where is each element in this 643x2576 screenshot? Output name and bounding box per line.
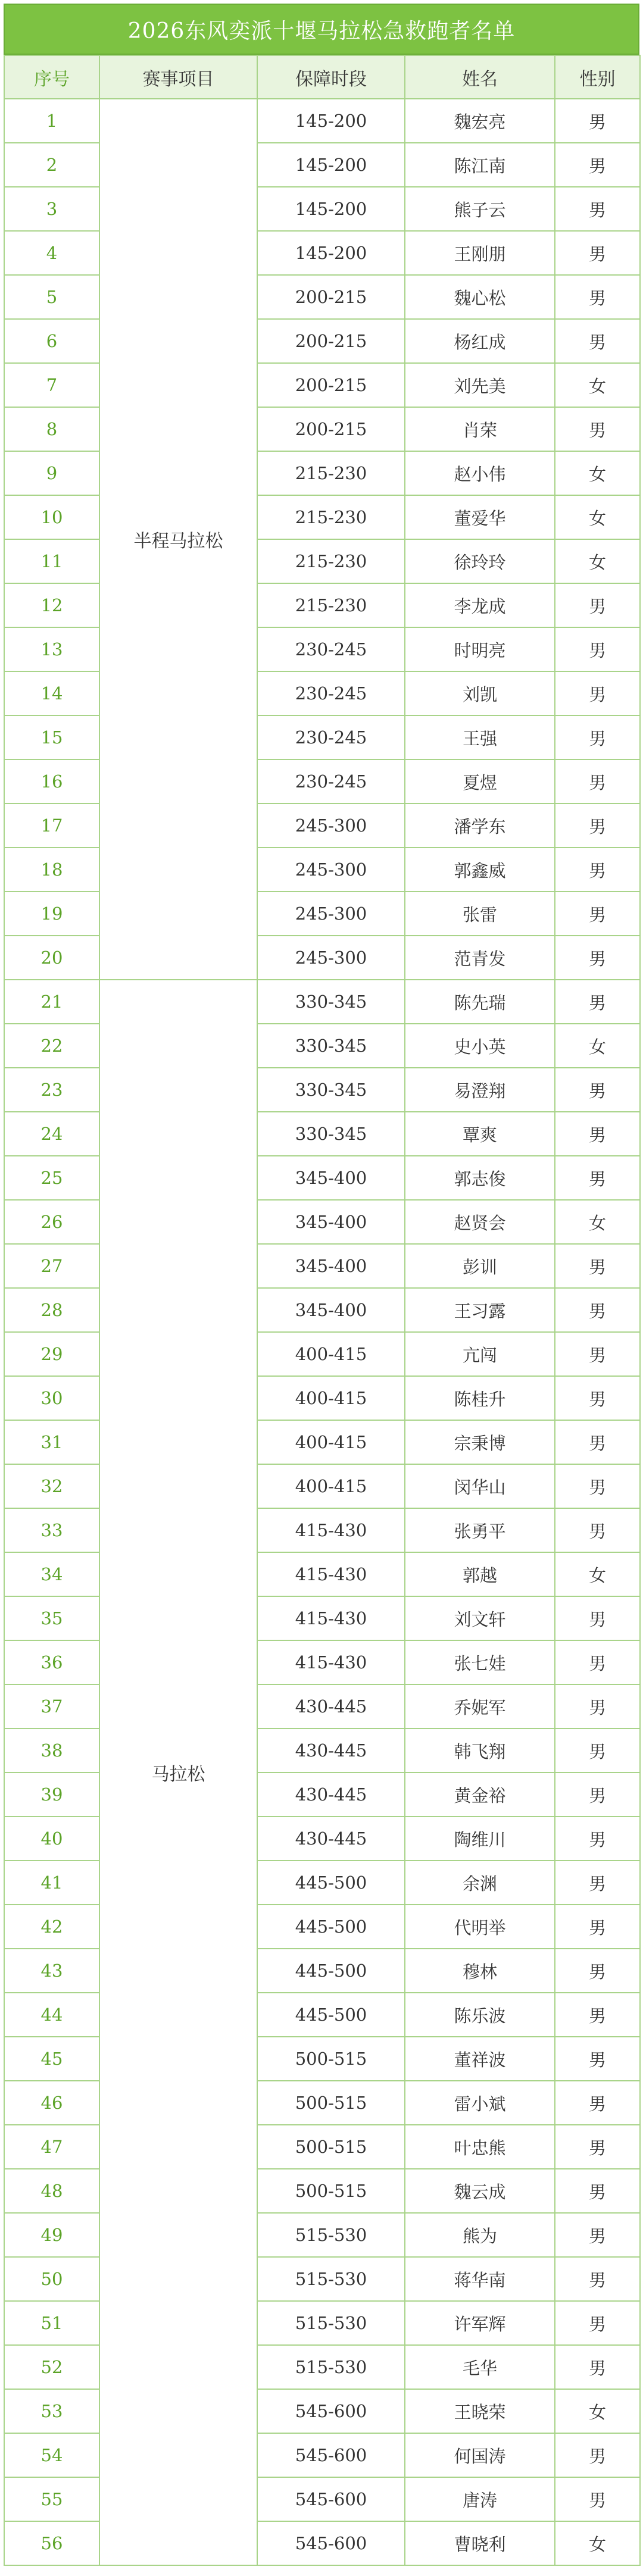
row-time-cell: 445-500 — [257, 1949, 405, 1993]
row-name-cell: 范青发 — [405, 936, 555, 980]
row-seq-cell: 16 — [4, 759, 99, 804]
row-time-cell: 330-345 — [257, 1068, 405, 1112]
row-name-cell: 何国涛 — [405, 2433, 555, 2477]
row-time-cell: 230-245 — [257, 759, 405, 804]
row-time-cell: 500-515 — [257, 2037, 405, 2081]
row-gender-cell: 女 — [555, 2389, 640, 2433]
row-seq-cell: 14 — [4, 671, 99, 715]
row-name-cell: 乔妮军 — [405, 1684, 555, 1728]
row-name-cell: 徐玲玲 — [405, 539, 555, 583]
row-seq-cell: 49 — [4, 2213, 99, 2257]
row-time-cell: 445-500 — [257, 1905, 405, 1949]
row-time-cell: 445-500 — [257, 1861, 405, 1905]
row-gender-cell: 男 — [555, 1993, 640, 2037]
row-gender-cell: 女 — [555, 2521, 640, 2565]
row-time-cell: 400-415 — [257, 1464, 405, 1508]
row-name-cell: 覃爽 — [405, 1112, 555, 1156]
row-gender-cell: 男 — [555, 1949, 640, 1993]
row-gender-cell: 男 — [555, 1508, 640, 1552]
row-gender-cell: 女 — [555, 1024, 640, 1068]
row-gender-cell: 男 — [555, 1156, 640, 1200]
row-name-cell: 张七娃 — [405, 1640, 555, 1684]
row-seq-cell: 19 — [4, 892, 99, 936]
row-gender-cell: 男 — [555, 936, 640, 980]
row-time-cell: 200-215 — [257, 275, 405, 319]
row-name-cell: 易澄翔 — [405, 1068, 555, 1112]
row-time-cell: 515-530 — [257, 2213, 405, 2257]
row-time-cell: 145-200 — [257, 187, 405, 231]
row-time-cell: 245-300 — [257, 892, 405, 936]
row-seq-cell: 51 — [4, 2301, 99, 2345]
row-seq-cell: 38 — [4, 1728, 99, 1772]
row-name-cell: 李龙成 — [405, 583, 555, 627]
row-gender-cell: 男 — [555, 2081, 640, 2125]
row-gender-cell: 男 — [555, 2169, 640, 2213]
row-name-cell: 穆林 — [405, 1949, 555, 1993]
row-time-cell: 145-200 — [257, 231, 405, 275]
row-time-cell: 500-515 — [257, 2125, 405, 2169]
row-time-cell: 400-415 — [257, 1376, 405, 1420]
row-name-cell: 王刚朋 — [405, 231, 555, 275]
row-name-cell: 史小英 — [405, 1024, 555, 1068]
row-name-cell: 董祥波 — [405, 2037, 555, 2081]
row-time-cell: 330-345 — [257, 1112, 405, 1156]
row-time-cell: 345-400 — [257, 1244, 405, 1288]
row-name-cell: 董爱华 — [405, 495, 555, 539]
row-seq-cell: 42 — [4, 1905, 99, 1949]
row-gender-cell: 男 — [555, 1244, 640, 1288]
row-name-cell: 黄金裕 — [405, 1772, 555, 1817]
table-row — [4, 980, 640, 1024]
row-gender-cell: 男 — [555, 1772, 640, 1817]
row-name-cell: 彭训 — [405, 1244, 555, 1288]
row-name-cell: 曹晓利 — [405, 2521, 555, 2565]
row-seq-cell: 32 — [4, 1464, 99, 1508]
row-seq-cell: 30 — [4, 1376, 99, 1420]
row-gender-cell: 男 — [555, 2037, 640, 2081]
row-seq-cell: 53 — [4, 2389, 99, 2433]
row-seq-cell: 35 — [4, 1596, 99, 1640]
row-gender-cell: 男 — [555, 2477, 640, 2521]
row-gender-cell: 男 — [555, 319, 640, 363]
row-gender-cell: 男 — [555, 671, 640, 715]
row-seq-cell: 33 — [4, 1508, 99, 1552]
header-event: 赛事项目 — [99, 55, 257, 99]
row-gender-cell: 男 — [555, 2301, 640, 2345]
row-gender-cell: 男 — [555, 275, 640, 319]
row-gender-cell: 女 — [555, 1200, 640, 1244]
row-name-cell: 赵贤会 — [405, 1200, 555, 1244]
row-seq-cell: 54 — [4, 2433, 99, 2477]
row-time-cell: 200-215 — [257, 319, 405, 363]
row-name-cell: 陈江南 — [405, 143, 555, 187]
row-gender-cell: 男 — [555, 1420, 640, 1464]
row-time-cell: 345-400 — [257, 1200, 405, 1244]
row-seq-cell: 44 — [4, 1993, 99, 2037]
row-gender-cell: 女 — [555, 495, 640, 539]
row-gender-cell: 男 — [555, 892, 640, 936]
row-name-cell: 陶维川 — [405, 1817, 555, 1861]
row-gender-cell: 男 — [555, 627, 640, 671]
row-time-cell: 430-445 — [257, 1772, 405, 1817]
row-name-cell: 陈先瑞 — [405, 980, 555, 1024]
row-seq-cell: 15 — [4, 715, 99, 759]
row-gender-cell: 男 — [555, 804, 640, 848]
row-gender-cell: 男 — [555, 2433, 640, 2477]
row-gender-cell: 男 — [555, 715, 640, 759]
row-name-cell: 韩飞翔 — [405, 1728, 555, 1772]
row-time-cell: 430-445 — [257, 1728, 405, 1772]
row-time-cell: 415-430 — [257, 1596, 405, 1640]
row-gender-cell: 男 — [555, 980, 640, 1024]
row-time-cell: 415-430 — [257, 1640, 405, 1684]
row-gender-cell: 男 — [555, 231, 640, 275]
row-gender-cell: 男 — [555, 1596, 640, 1640]
row-time-cell: 445-500 — [257, 1993, 405, 2037]
row-time-cell: 545-600 — [257, 2389, 405, 2433]
row-seq-cell: 25 — [4, 1156, 99, 1200]
row-time-cell: 345-400 — [257, 1288, 405, 1332]
row-name-cell: 叶忠熊 — [405, 2125, 555, 2169]
row-seq-cell: 29 — [4, 1332, 99, 1376]
row-seq-cell: 34 — [4, 1552, 99, 1596]
row-name-cell: 王习露 — [405, 1288, 555, 1332]
row-seq-cell: 47 — [4, 2125, 99, 2169]
row-name-cell: 许军辉 — [405, 2301, 555, 2345]
row-name-cell: 肖荣 — [405, 407, 555, 451]
row-name-cell: 熊为 — [405, 2213, 555, 2257]
row-time-cell: 215-230 — [257, 495, 405, 539]
row-time-cell: 230-245 — [257, 715, 405, 759]
row-gender-cell: 男 — [555, 1464, 640, 1508]
row-gender-cell: 男 — [555, 1288, 640, 1332]
row-seq-cell: 4 — [4, 231, 99, 275]
row-gender-cell: 男 — [555, 143, 640, 187]
row-gender-cell: 男 — [555, 187, 640, 231]
row-seq-cell: 52 — [4, 2345, 99, 2389]
row-seq-cell: 20 — [4, 936, 99, 980]
row-gender-cell: 女 — [555, 539, 640, 583]
row-seq-cell: 50 — [4, 2257, 99, 2301]
row-time-cell: 430-445 — [257, 1817, 405, 1861]
table-body — [4, 99, 640, 2565]
row-seq-cell: 28 — [4, 1288, 99, 1332]
row-name-cell: 刘凯 — [405, 671, 555, 715]
row-time-cell: 400-415 — [257, 1332, 405, 1376]
row-name-cell: 郭志俊 — [405, 1156, 555, 1200]
row-gender-cell: 男 — [555, 2257, 640, 2301]
row-seq-cell: 17 — [4, 804, 99, 848]
row-seq-cell: 31 — [4, 1420, 99, 1464]
row-time-cell: 230-245 — [257, 671, 405, 715]
row-time-cell: 415-430 — [257, 1552, 405, 1596]
row-name-cell: 郭越 — [405, 1552, 555, 1596]
row-name-cell: 余渊 — [405, 1861, 555, 1905]
header-name: 姓名 — [405, 55, 555, 99]
runner-table — [4, 55, 641, 2566]
header-time: 保障时段 — [257, 55, 405, 99]
row-seq-cell: 11 — [4, 539, 99, 583]
row-seq-cell: 18 — [4, 848, 99, 892]
row-name-cell: 王晓荣 — [405, 2389, 555, 2433]
row-seq-cell: 1 — [4, 99, 99, 143]
row-gender-cell: 男 — [555, 1684, 640, 1728]
row-name-cell: 时明亮 — [405, 627, 555, 671]
row-time-cell: 145-200 — [257, 99, 405, 143]
row-time-cell: 245-300 — [257, 936, 405, 980]
row-time-cell: 215-230 — [257, 583, 405, 627]
row-name-cell: 夏煜 — [405, 759, 555, 804]
row-seq-cell: 40 — [4, 1817, 99, 1861]
row-gender-cell: 男 — [555, 1640, 640, 1684]
row-time-cell: 330-345 — [257, 1024, 405, 1068]
row-seq-cell: 7 — [4, 363, 99, 407]
row-seq-cell: 36 — [4, 1640, 99, 1684]
row-gender-cell: 男 — [555, 1112, 640, 1156]
row-seq-cell: 46 — [4, 2081, 99, 2125]
runner-list-sheet — [4, 4, 639, 2566]
row-time-cell: 500-515 — [257, 2169, 405, 2213]
row-gender-cell: 男 — [555, 407, 640, 451]
row-time-cell: 545-600 — [257, 2477, 405, 2521]
row-seq-cell: 41 — [4, 1861, 99, 1905]
row-seq-cell: 48 — [4, 2169, 99, 2213]
row-seq-cell: 26 — [4, 1200, 99, 1244]
row-name-cell: 陈桂升 — [405, 1376, 555, 1420]
row-name-cell: 郭鑫威 — [405, 848, 555, 892]
row-time-cell: 500-515 — [257, 2081, 405, 2125]
row-name-cell: 刘先美 — [405, 363, 555, 407]
row-time-cell: 515-530 — [257, 2345, 405, 2389]
row-time-cell: 245-300 — [257, 804, 405, 848]
row-time-cell: 430-445 — [257, 1684, 405, 1728]
row-seq-cell: 56 — [4, 2521, 99, 2565]
header-seq: 序号 — [4, 55, 99, 99]
row-seq-cell: 39 — [4, 1772, 99, 1817]
row-gender-cell: 女 — [555, 363, 640, 407]
row-seq-cell: 43 — [4, 1949, 99, 1993]
row-time-cell: 200-215 — [257, 363, 405, 407]
row-time-cell: 515-530 — [257, 2301, 405, 2345]
row-gender-cell: 男 — [555, 1332, 640, 1376]
row-seq-cell: 8 — [4, 407, 99, 451]
row-seq-cell: 24 — [4, 1112, 99, 1156]
row-time-cell: 245-300 — [257, 848, 405, 892]
row-name-cell: 魏宏亮 — [405, 99, 555, 143]
row-seq-cell: 55 — [4, 2477, 99, 2521]
row-name-cell: 杨红成 — [405, 319, 555, 363]
row-time-cell: 345-400 — [257, 1156, 405, 1200]
row-seq-cell: 9 — [4, 451, 99, 495]
row-time-cell: 545-600 — [257, 2521, 405, 2565]
row-seq-cell: 5 — [4, 275, 99, 319]
row-name-cell: 潘学东 — [405, 804, 555, 848]
row-name-cell: 宗秉博 — [405, 1420, 555, 1464]
row-gender-cell: 女 — [555, 451, 640, 495]
row-gender-cell: 男 — [555, 1905, 640, 1949]
row-gender-cell: 男 — [555, 848, 640, 892]
row-name-cell: 闵华山 — [405, 1464, 555, 1508]
row-seq-cell: 23 — [4, 1068, 99, 1112]
row-gender-cell: 男 — [555, 1728, 640, 1772]
row-time-cell: 515-530 — [257, 2257, 405, 2301]
header-row — [4, 55, 640, 99]
row-time-cell: 145-200 — [257, 143, 405, 187]
row-time-cell: 230-245 — [257, 627, 405, 671]
event-cell: 半程马拉松 — [99, 99, 257, 980]
row-gender-cell: 男 — [555, 1817, 640, 1861]
row-gender-cell: 男 — [555, 2345, 640, 2389]
row-seq-cell: 21 — [4, 980, 99, 1024]
row-name-cell: 张雷 — [405, 892, 555, 936]
row-name-cell: 赵小伟 — [405, 451, 555, 495]
sheet-title: 2026东风奕派十堰马拉松急救跑者名单 — [4, 4, 639, 55]
row-name-cell: 魏心松 — [405, 275, 555, 319]
row-name-cell: 雷小斌 — [405, 2081, 555, 2125]
header-gender: 性别 — [555, 55, 640, 99]
row-seq-cell: 6 — [4, 319, 99, 363]
row-gender-cell: 男 — [555, 1861, 640, 1905]
row-seq-cell: 37 — [4, 1684, 99, 1728]
row-gender-cell: 男 — [555, 583, 640, 627]
row-time-cell: 215-230 — [257, 451, 405, 495]
row-name-cell: 代明举 — [405, 1905, 555, 1949]
row-gender-cell: 男 — [555, 1068, 640, 1112]
event-cell: 马拉松 — [99, 980, 257, 2565]
row-name-cell: 唐涛 — [405, 2477, 555, 2521]
row-seq-cell: 12 — [4, 583, 99, 627]
row-seq-cell: 2 — [4, 143, 99, 187]
row-gender-cell: 男 — [555, 2213, 640, 2257]
table-row — [4, 99, 640, 143]
row-seq-cell: 22 — [4, 1024, 99, 1068]
row-gender-cell: 女 — [555, 1552, 640, 1596]
row-name-cell: 蒋华南 — [405, 2257, 555, 2301]
row-time-cell: 330-345 — [257, 980, 405, 1024]
row-time-cell: 400-415 — [257, 1420, 405, 1464]
row-gender-cell: 男 — [555, 2125, 640, 2169]
row-name-cell: 亢闯 — [405, 1332, 555, 1376]
row-name-cell: 熊子云 — [405, 187, 555, 231]
row-seq-cell: 10 — [4, 495, 99, 539]
row-time-cell: 215-230 — [257, 539, 405, 583]
row-gender-cell: 男 — [555, 759, 640, 804]
row-name-cell: 王强 — [405, 715, 555, 759]
row-seq-cell: 27 — [4, 1244, 99, 1288]
row-time-cell: 545-600 — [257, 2433, 405, 2477]
row-time-cell: 200-215 — [257, 407, 405, 451]
row-name-cell: 张勇平 — [405, 1508, 555, 1552]
row-name-cell: 刘文轩 — [405, 1596, 555, 1640]
row-seq-cell: 13 — [4, 627, 99, 671]
row-name-cell: 魏云成 — [405, 2169, 555, 2213]
row-seq-cell: 45 — [4, 2037, 99, 2081]
row-name-cell: 毛华 — [405, 2345, 555, 2389]
row-gender-cell: 男 — [555, 99, 640, 143]
row-time-cell: 415-430 — [257, 1508, 405, 1552]
row-gender-cell: 男 — [555, 1376, 640, 1420]
row-name-cell: 陈乐波 — [405, 1993, 555, 2037]
row-seq-cell: 3 — [4, 187, 99, 231]
